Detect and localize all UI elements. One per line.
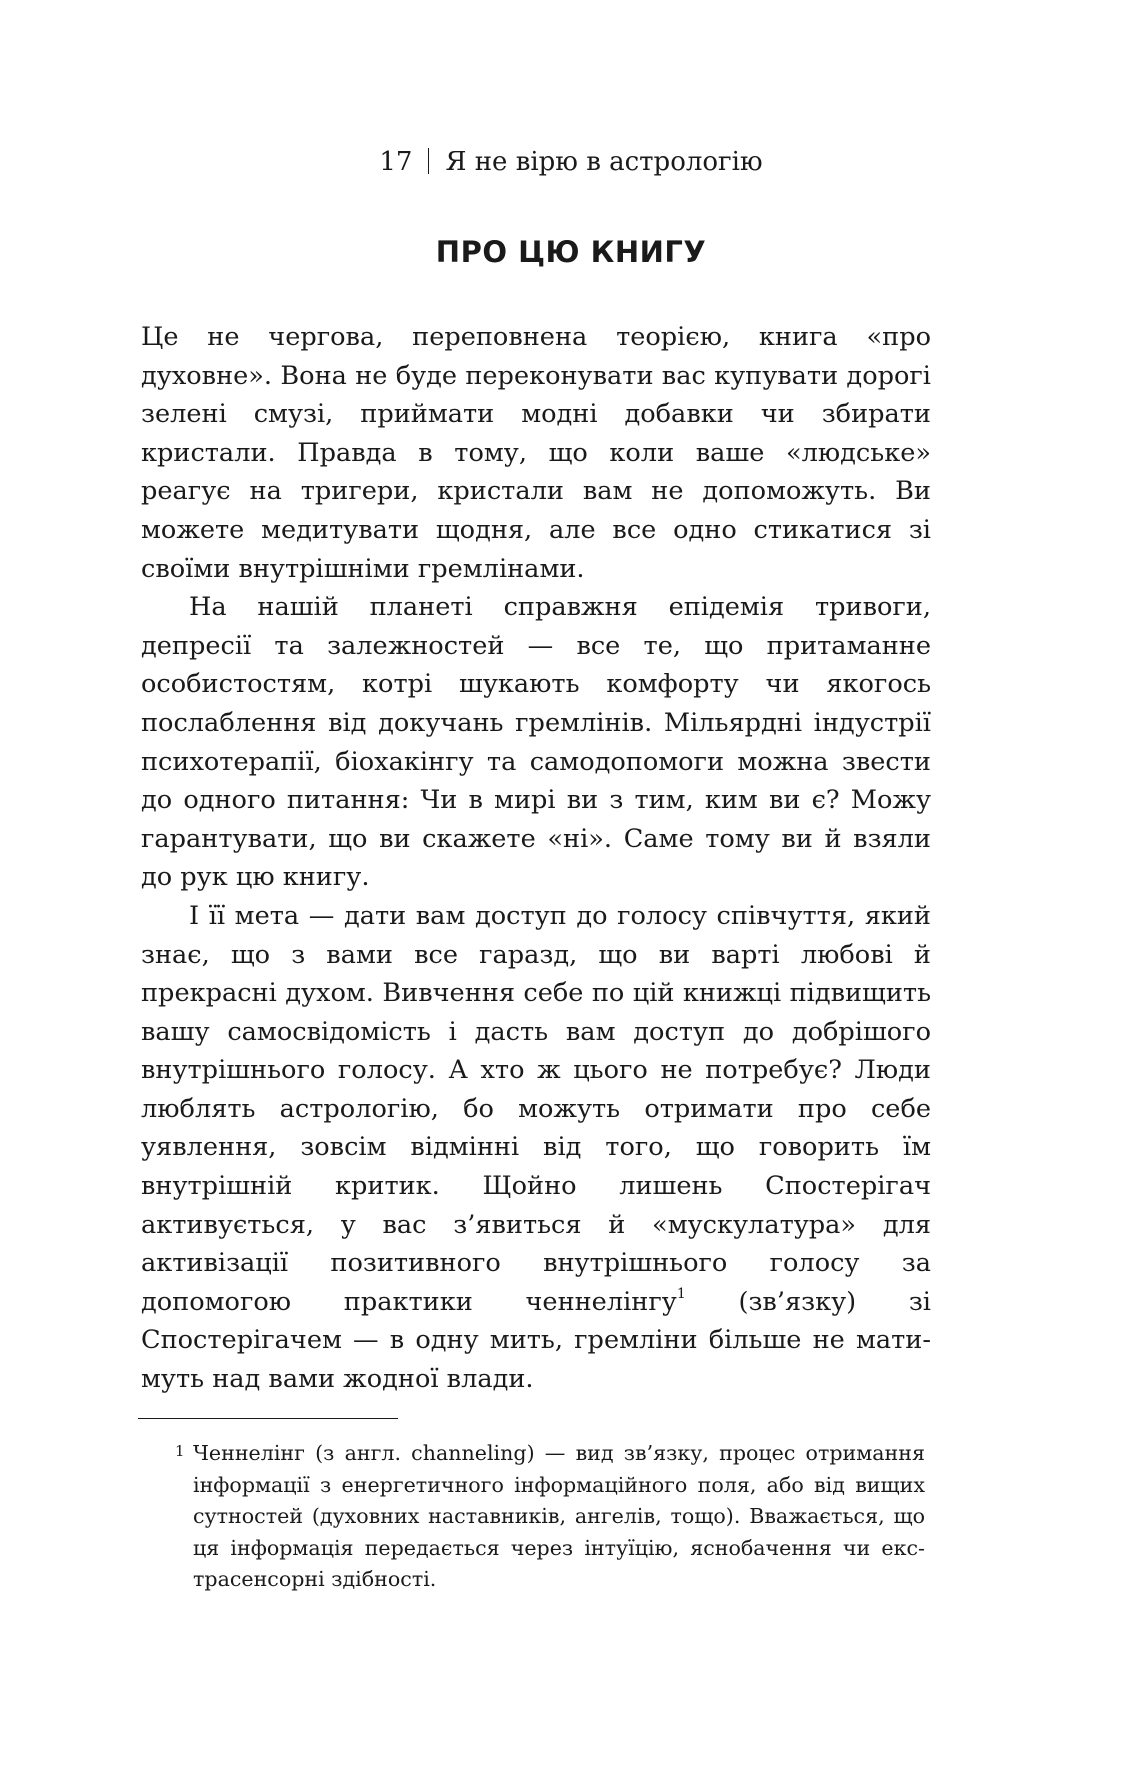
paragraph-2: На нашій планеті справжня епідемія тривоги, депресії та залежностей — все те, що притаманне особистостям, котрі шукають комфорту чи якогось послаблення від докучань гремлінів. Мільярдні індустрії психотерапії, біохакінгу та самодопомоги можна звести до одного питання: Чи в мирі ви з тим, ким ви є? Можу гарантувати, що ви скажете «ні». Саме тому ви й взяли до рук цю книгу.: [141, 592, 931, 893]
running-head-divider: [428, 148, 429, 174]
paragraph-3-text-before-note: І її мета — дати вам доступ до голосу співчуття, який знає, що з вами все гаразд, що ви варті любові й прекрасні духом. Вивчення себе по цій книжці підвищить вашу самосвідомість і дасть вам доступ до добрішого внутрішнього голосу. А хто ж цього не потребує? Люди люблять астрологію, бо можуть отримати про себе уявлення, зовсім відмінні від того, що говорить їм внутрішній критик. Щойно лишень Спостерігач активується, у вас з’явиться й «мускулатура» для активізації позитивного внутрішнього голосу за допомогою практики ченнелінгу: [141, 900, 931, 1317]
page-number: 17: [379, 147, 413, 177]
chapter-title: ПРО ЦЮ КНИГУ: [435, 235, 707, 269]
running-head: [0, 145, 1142, 179]
footnote-text: Ченнелінг (з англ. channeling) — вид зв’язку, процес отримання інформації з енергетичного інформаційного поля, або від вищих сутностей (духовних наставників, ангелів, тощо). Вважається, що ця інформація передається через інтуїцію, яснобачення чи екстрасенсорні здібності.: [193, 1441, 925, 1591]
paragraph-3: [141, 897, 931, 1399]
running-head-chapter: Я не вірю в астрологію: [445, 147, 763, 177]
footnote-number: 1: [175, 1442, 185, 1460]
paragraph-1: Це не чергова, переповнена теорією, книга «про духовне». Вона не буде переконувати вас купувати дорогі зелені смузі, приймати модні добавки чи збирати кристали. Правда в тому, що коли ваше «людське» реагує на тригери, кристали вам не допоможуть. Ви можете медитувати щодня, але все одно стикатися зі своїми внутрішніми гремлінами.: [141, 322, 931, 584]
footnote-reference: 1: [676, 1285, 686, 1302]
footnote: [175, 1438, 925, 1596]
body-text: [141, 318, 931, 1399]
footnote-divider: [138, 1418, 398, 1419]
paragraph-3-text-after-note: (зв’язку) зі Спостерігачем — в одну мить, гремліни більше не матимуть над вами жодної влади.: [141, 1286, 931, 1395]
